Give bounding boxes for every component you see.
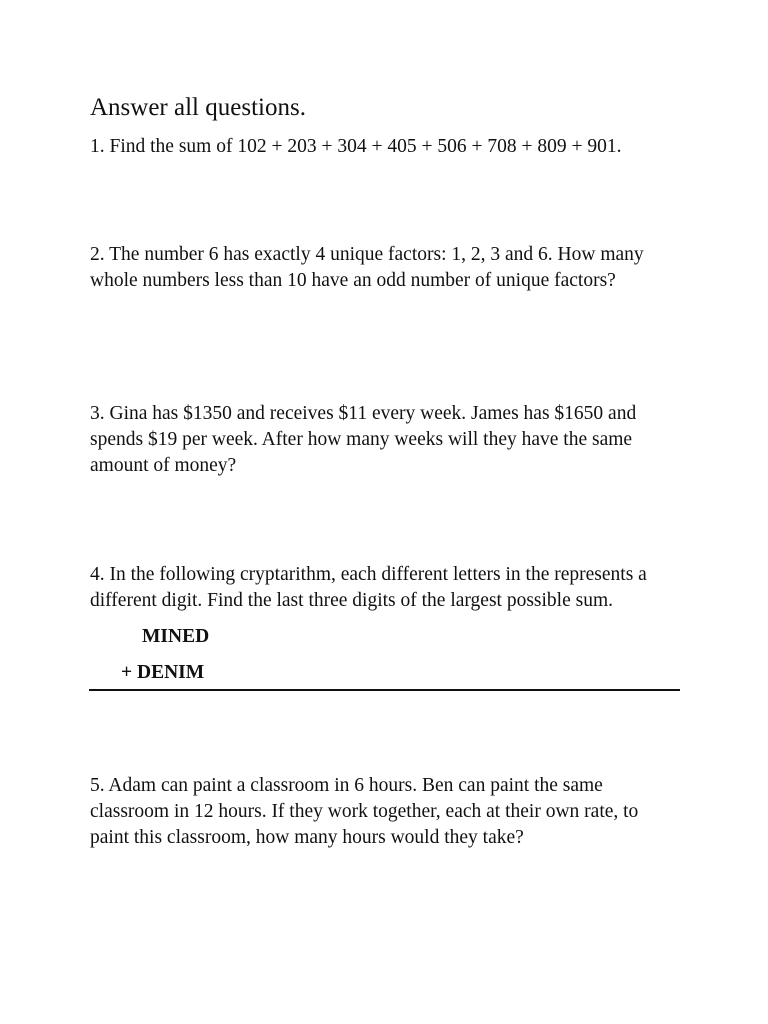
- question-5: 5. Adam can paint a classroom in 6 hours. Ben can paint the same classroom in 12 hours. If they work together, each at their own rate, to paint this classroom, how many hours would they take?: [90, 775, 639, 848]
- question-2: 2. The number 6 has exactly 4 unique factors: 1, 2, 3 and 6. How many whole numbers less than 10 have an odd number of unique factors?: [90, 244, 644, 291]
- cryptarithm-addend-2: + DENIM: [121, 662, 205, 683]
- question-4: 4. In the following cryptarithm, each different letters in the represents a different digit. Find the last three digits of the largest possible sum.: [90, 564, 647, 611]
- question-1: 1. Find the sum of 102 + 203 + 304 + 405 + 506 + 708 + 809 + 901.: [90, 136, 622, 157]
- cryptarithm-sum-rule: [89, 689, 680, 691]
- cryptarithm-addend-1: MINED: [142, 626, 210, 647]
- worksheet-heading: Answer all questions.: [90, 94, 306, 121]
- question-3: 3. Gina has $1350 and receives $11 every week. James has $1650 and spends $19 per week. After how many weeks will they have the same amount of money?: [90, 403, 637, 476]
